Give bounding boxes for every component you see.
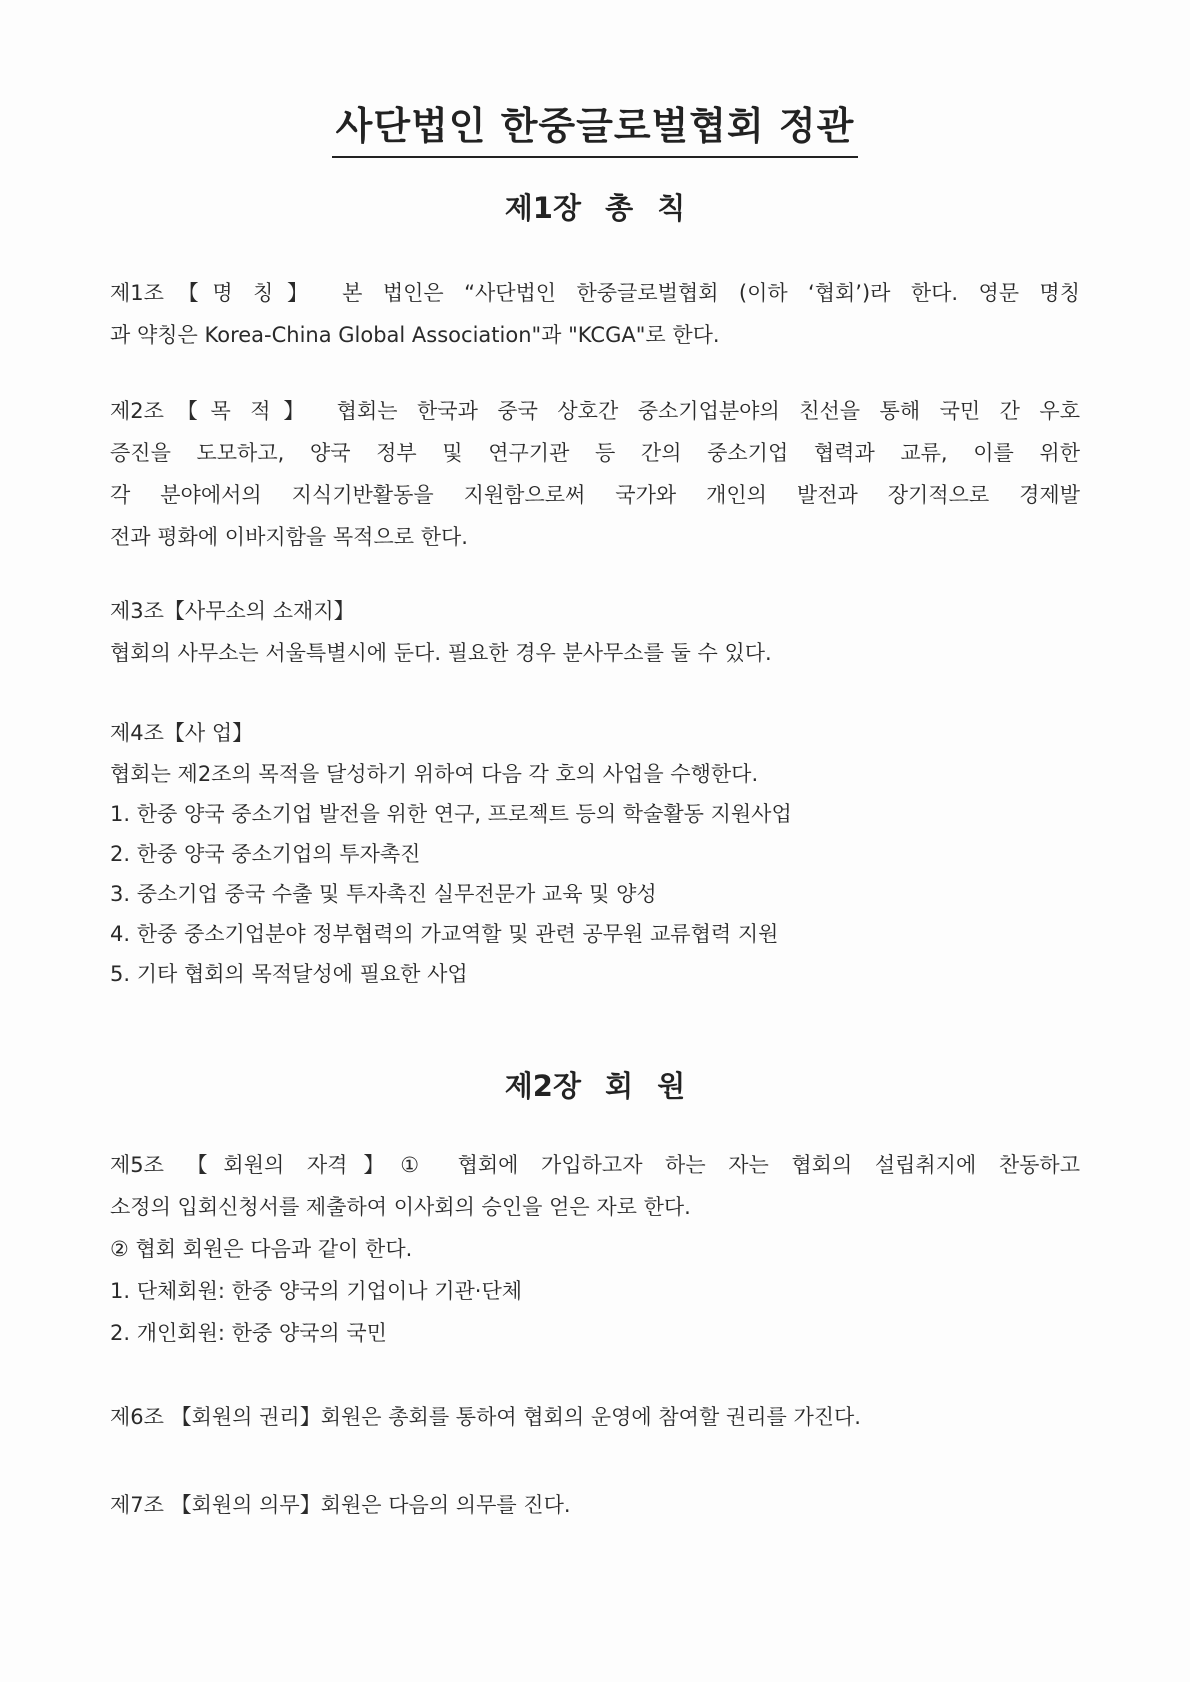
article-3-heading: 제3조【사무소의 소재지】 bbox=[110, 599, 355, 623]
document-title bbox=[0, 95, 1190, 158]
list-item: 3. 중소기업 중국 수출 및 투자촉진 실무전문가 교육 및 양성 bbox=[110, 882, 657, 906]
article-4-intro: 협회는 제2조의 목적을 달성하기 위하여 다음 각 호의 사업을 수행한다. bbox=[110, 762, 759, 786]
article-6-line-1: 제6조 【회원의 권리】회원은 총회를 통하여 협회의 운영에 참여할 권리를 가진다. bbox=[110, 1405, 861, 1429]
article-7 bbox=[110, 1484, 1080, 1526]
article-1-line-2: 과 약칭은 Korea-China Global Association"과 "KCGA"로 한다. bbox=[110, 323, 720, 347]
article-5-line-1: 제5조 【회원의 자격】① 협회에 가입하고자 하는 자는 협회의 설립취지에 찬동하고 bbox=[110, 1153, 1080, 1177]
list-item: 2. 개인회원: 한중 양국의 국민 bbox=[110, 1321, 387, 1345]
list-item: 2. 한중 양국 중소기업의 투자촉진 bbox=[110, 842, 421, 866]
article-2 bbox=[110, 390, 1080, 558]
article-4-heading: 제4조【사 업】 bbox=[110, 721, 254, 745]
article-1 bbox=[110, 272, 1080, 356]
document-title-text: 사단법인 한중글로벌협회 정관 bbox=[332, 95, 859, 158]
list-item: 1. 단체회원: 한중 양국의 기업이나 기관·단체 bbox=[110, 1279, 523, 1303]
list-item: 1. 한중 양국 중소기업 발전을 위한 연구, 프로젝트 등의 학술활동 지원사업 bbox=[110, 802, 792, 826]
article-4 bbox=[110, 712, 1080, 994]
article-2-line-1: 제2조【목 적】 협회는 한국과 중국 상호간 중소기업분야의 친선을 통해 국민 간 우호 bbox=[110, 399, 1080, 423]
article-5-line-2: 소정의 입회신청서를 제출하여 이사회의 승인을 얻은 자로 한다. bbox=[110, 1195, 691, 1219]
article-2-line-3: 각 분야에서의 지식기반활동을 지원함으로써 국가와 개인의 발전과 장기적으로 경제발 bbox=[110, 483, 1080, 507]
article-3-body: 협회의 사무소는 서울특별시에 둔다. 필요한 경우 분사무소를 둘 수 있다. bbox=[110, 641, 772, 665]
article-1-line-1: 제1조【명 칭】 본 법인은 “사단법인 한중글로벌협회 (이하 ‘협회’)라 한다. 영문 명칭 bbox=[110, 281, 1080, 305]
article-3 bbox=[110, 590, 1080, 674]
article-2-line-4: 전과 평화에 이바지함을 목적으로 한다. bbox=[110, 525, 468, 549]
chapter-1-heading: 제1장 총 칙 bbox=[504, 191, 686, 225]
list-item: 5. 기타 협회의 목적달성에 필요한 사업 bbox=[110, 962, 468, 986]
article-4-list bbox=[110, 754, 1080, 994]
article-7-line-1: 제7조 【회원의 의무】회원은 다음의 의무를 진다. bbox=[110, 1493, 571, 1517]
list-item: 4. 한중 중소기업분야 정부협력의 가교역할 및 관련 공무원 교류협력 지원 bbox=[110, 922, 779, 946]
article-2-line-2: 증진을 도모하고, 양국 정부 및 연구기관 등 간의 중소기업 협력과 교류, 이를 위한 bbox=[110, 441, 1080, 465]
article-6 bbox=[110, 1396, 1080, 1438]
chapter-2-heading: 제2장 회 원 bbox=[504, 1069, 686, 1103]
article-5-line-3: ② 협회 회원은 다음과 같이 한다. bbox=[110, 1237, 413, 1261]
article-5 bbox=[110, 1144, 1080, 1354]
